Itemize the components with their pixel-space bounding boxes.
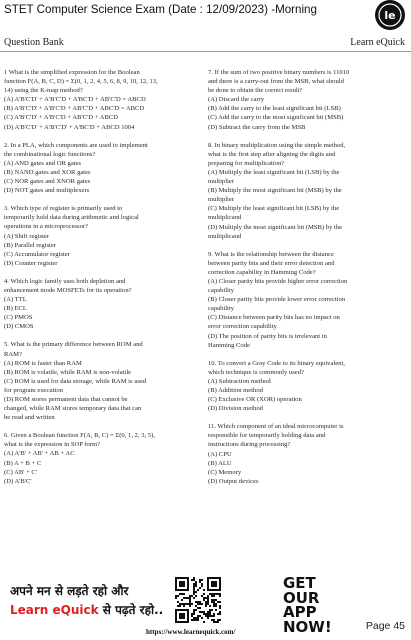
question-line: (D) Subtract the carry from the MSB	[208, 123, 306, 131]
question-line: (C) Add the carry to the most significant bit (MSB)	[208, 114, 344, 122]
question-line: (B) A'B'C'D' + A'B'C'D + AB'C'D + ABC'D = ABCD	[4, 105, 145, 113]
question-line: (C) AB' + C'	[4, 468, 38, 476]
qr-code-icon[interactable]	[175, 577, 221, 623]
question-block	[208, 359, 402, 414]
question-line: multiplier	[208, 178, 235, 186]
hindi-slogan-line1: अपने मन से लड़ते रहो और	[10, 584, 129, 598]
question-block	[4, 277, 196, 332]
question-line: (B) Closer parity bits provide lower error correction	[208, 296, 346, 304]
question-line: (B) ALU	[208, 459, 232, 467]
question-line: correction capability in Hamming Code?	[208, 268, 316, 276]
question-line: responsible for temporarily holding data and	[208, 432, 326, 440]
question-line: (D) Multiply the most significant bit (MSB) by the	[208, 223, 343, 231]
question-text: 2. In a PLA, which components are used to implement	[4, 141, 148, 149]
question-line: error correction capability	[208, 323, 277, 331]
question-line: (D) A'B'C'	[4, 477, 32, 485]
question-line: capability	[208, 305, 234, 313]
question-line: multiplicand	[208, 214, 242, 222]
header-divider	[0, 51, 411, 52]
question-line: (C) Memory	[208, 468, 242, 476]
question-block	[4, 204, 196, 268]
question-line: (D) Output devices	[208, 477, 259, 485]
question-block	[208, 250, 402, 350]
question-line: (B) Add the carry to the least significant bit (LSB)	[208, 105, 341, 113]
page-number: Page 45	[365, 620, 405, 632]
question-block	[208, 141, 402, 241]
app-promo-line: NOW!	[283, 617, 332, 636]
question-line: multiplier	[208, 196, 235, 204]
question-text: 11. Which component of an ideal microcomputer is	[208, 423, 344, 431]
question-line: (B) Addition method	[208, 387, 263, 394]
question-text: 4. Which logic family uses both depletion and	[4, 277, 126, 285]
question-line: (B) A + B + C	[4, 459, 42, 467]
question-text: 9. What is the relationship between the distance	[208, 250, 334, 258]
question-line: 14) using the K-map method?	[4, 87, 83, 95]
question-line: and there is a carry-out from the MSB, what should	[208, 78, 344, 86]
question-line: operations in a microprocessor?	[4, 223, 89, 231]
brand-highlight: Learn eQuick	[10, 603, 99, 617]
question-line: (A) Multiply the least significant bit (LSB) by the	[208, 168, 340, 176]
question-line: (D) Counter register	[4, 259, 58, 267]
svg-text:le: le	[384, 9, 396, 22]
question-line: (C) NOR gates and XNOR gates	[4, 178, 91, 186]
question-block	[4, 340, 196, 422]
question-line: (A) Subtraction method	[208, 377, 271, 385]
question-line: be done to obtain the correct result?	[208, 87, 303, 95]
question-line: (A) AND gates and OR gates	[4, 159, 82, 167]
get-app-promo[interactable]	[283, 576, 332, 634]
question-line: Hamming Code	[208, 341, 250, 349]
question-line: (C) PMOS	[4, 314, 33, 322]
question-line: (C) A'B'C'D' + A'B'C'D + AB'C'D + ABCD	[4, 114, 118, 122]
question-line: (C) Accumulator register	[4, 250, 70, 258]
left-question-column	[4, 68, 196, 495]
question-line: (B) NAND gates and XOR gates	[4, 168, 91, 176]
question-line: changed, while RAM stores temporary data that can	[4, 405, 142, 413]
question-line: the combinational logic functions?	[4, 150, 96, 158]
question-line: what is the expression in SOP form?	[4, 441, 101, 449]
question-line: what is the first step after aligning the digits and	[208, 150, 336, 158]
question-line: (C) ROM is used for data storage, while RAM is used	[4, 377, 147, 385]
question-line: (B) Multiply the most significant bit (MSB) by the	[208, 187, 342, 195]
question-line: be read and written	[4, 414, 55, 422]
question-line: temporarily hold data during arithmetic and logical	[4, 214, 139, 222]
question-text: 6. Given a Boolean function F(A, B, C) = Σ(0, 1, 2, 3, 5),	[4, 432, 155, 440]
section-label: Question Bank	[4, 37, 64, 48]
question-line: (B) ROM is volatile, while RAM is non-volatile	[4, 368, 132, 376]
question-block	[4, 141, 196, 196]
app-promo-line: OUR	[283, 588, 320, 607]
question-line: (A) A'B'C'D' + A'B'C'D + A'BC'D + AB'C'D = ABCD	[4, 96, 146, 104]
question-line: between parity bits and their error detection and	[208, 259, 335, 267]
question-line: (C) Distance between parity bits has no impact on	[208, 314, 340, 322]
question-line: (C) Exclusive OR (XOR) operation	[208, 396, 302, 404]
question-line: (B) ECL	[4, 305, 27, 313]
question-block	[4, 431, 196, 486]
question-line: (A) CPU	[208, 450, 232, 458]
learn-equick-logo-icon	[375, 0, 405, 30]
question-line: for program execution	[4, 386, 63, 394]
question-line: (D) A'B'C'D' + A'B'C'D' + A'BC'D + ABCD 1004	[4, 123, 135, 131]
app-promo-line: APP	[283, 603, 317, 621]
question-text: 8. In binary multiplication using the simple method,	[208, 141, 346, 149]
question-line: (B) Parallel register	[4, 241, 56, 249]
question-text: 5. What is the primary difference between ROM and	[4, 341, 143, 349]
question-line: function F(A, B, C, D) = Σ(0, 1, 2, 4, 5, 6, 8, 9, 10, 12, 13,	[4, 78, 158, 86]
question-line: (D) ROM stores permanent data that cannot be	[4, 396, 128, 403]
question-text: 7. If the sum of two positive binary numbers is 11010	[208, 69, 350, 76]
question-text: 3. Which type of register is primarily used to	[4, 205, 123, 213]
app-promo-line: GET	[283, 574, 316, 592]
question-line: (A) Closer parity bits provide higher error correction	[208, 277, 348, 285]
question-line: (D) NOT gates and multiplexers	[4, 187, 90, 195]
slogan-rest: से पढ़ते रहो..	[98, 603, 164, 617]
question-line: instructions during processing?	[208, 441, 291, 449]
right-question-column	[208, 68, 402, 495]
question-line: preparing for multiplication?	[208, 159, 285, 167]
question-line: capability	[208, 287, 234, 295]
question-line: (A) A'B' + AB' + AB + AC	[4, 450, 75, 458]
website-link[interactable]: https://www.learnequick.com/	[146, 628, 236, 636]
question-line: (D) The position of parity bits is irrelevant in	[208, 332, 327, 340]
question-line: multiplicand	[208, 232, 242, 240]
question-line: (A) ROM is faster than RAM	[4, 359, 82, 367]
page-title: STET Computer Science Exam (Date : 12/09/2023) -Morning	[4, 3, 317, 16]
question-text: 1 What is the simplified expression for the Boolean	[4, 69, 140, 76]
question-block	[208, 68, 402, 132]
question-line: (D) Division method	[208, 405, 263, 413]
question-line: which technique is commonly used?	[208, 368, 304, 376]
hindi-slogan-line2	[10, 601, 163, 618]
question-line: (C) Multiply the least significant bit (LSB) by the	[208, 205, 340, 213]
question-line: (D) CMOS	[4, 323, 34, 331]
question-line: enhancement mode MOSFETs for its operation?	[4, 286, 132, 294]
question-line: (A) Shift register	[4, 232, 50, 240]
question-line: (A) Discard the carry	[208, 96, 265, 104]
brand-label: Learn eQuick	[350, 37, 405, 48]
question-block	[208, 422, 402, 486]
question-block	[4, 68, 196, 132]
question-text: 10. To convert a Gray Code to its binary equivalent,	[208, 359, 345, 367]
question-line: RAM?	[4, 350, 22, 358]
question-line: (A) TTL	[4, 296, 27, 304]
